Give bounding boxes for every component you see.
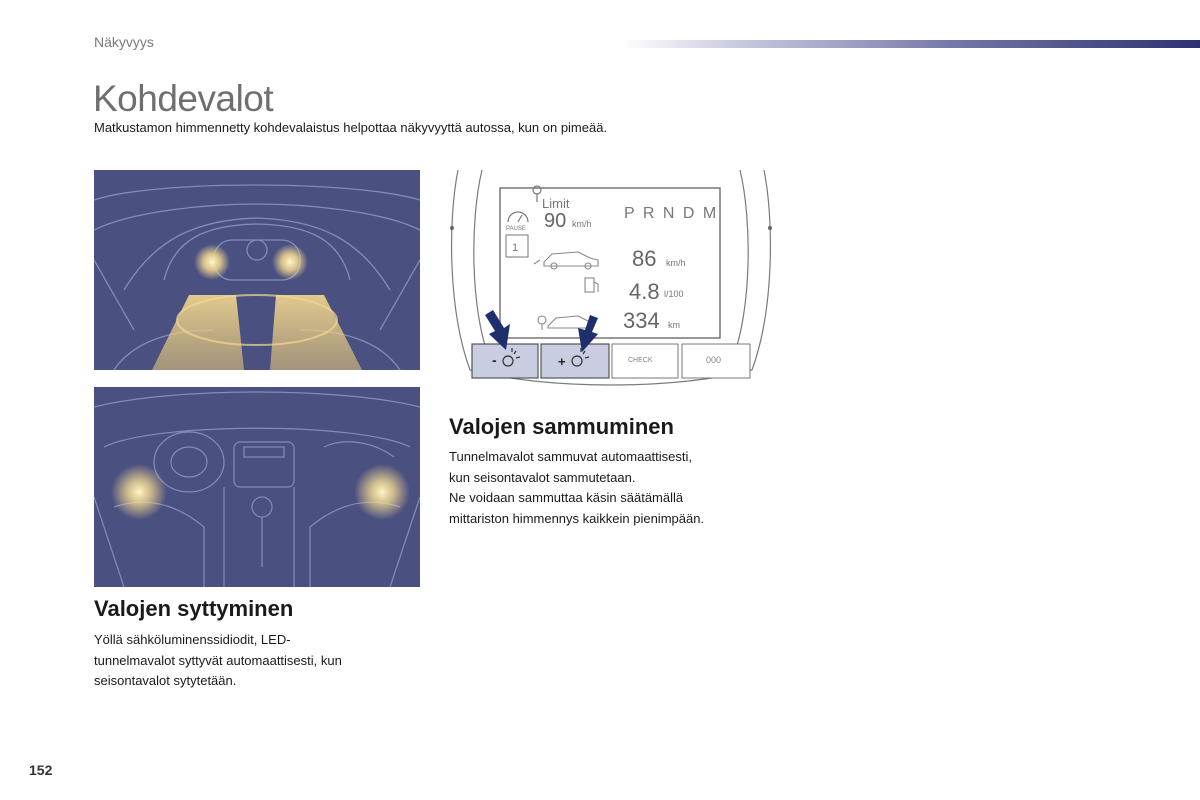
instrument-cluster: [448, 170, 774, 398]
page-intro: Matkustamon himmennetty kohdevalaistus helpottaa näkyvyyttä autossa, kun on pimeää.: [94, 120, 608, 135]
range-unit: km: [668, 320, 680, 330]
speed-value: 86: [632, 246, 657, 271]
text-line: mittariston himmennys kaikkein pienimpään.: [449, 510, 705, 526]
limit-value: 90: [544, 210, 567, 232]
text-line: Ne voidaan sammuttaa käsin säätämällä: [449, 490, 684, 505]
limit-unit: km/h: [572, 219, 592, 229]
text-line: Tunnelmavalot sammuvat automaattisesti,: [449, 449, 693, 464]
section-label: Näkyvyys: [94, 34, 154, 50]
page-number: 152: [29, 762, 53, 778]
text-line: seisontavalot sytytetään.: [94, 673, 237, 688]
pause-label: PAUSE: [506, 226, 526, 232]
text-line: Yöllä sähköluminenssidiodit, LED-: [94, 632, 291, 647]
minus-label: -: [492, 352, 497, 368]
consumption-value: 4.8: [629, 279, 660, 304]
range-value: 334: [623, 308, 660, 333]
check-label: CHECK: [628, 357, 653, 364]
limit-label: Limit: [542, 196, 570, 211]
ceiling-spotlights-illustration: [94, 170, 420, 370]
section-heading-lights-on: Valojen syttyminen: [94, 596, 294, 621]
text-line: tunnelmavalot syttyvät automaattisesti, kun: [94, 652, 342, 668]
gear-indicator: P R N D M: [624, 205, 719, 222]
consumption-unit: l/100: [664, 289, 684, 299]
footwell-lights-illustration: [94, 387, 420, 587]
page-title: Kohdevalot: [93, 78, 274, 119]
plus-label: +: [558, 354, 566, 369]
trip-reset-button[interactable]: [682, 344, 750, 378]
text-line: kun seisontavalot sammutetaan.: [449, 469, 636, 485]
gear-box: 1: [512, 242, 519, 254]
check-button[interactable]: [612, 344, 678, 378]
dim-minus-button[interactable]: [472, 344, 538, 378]
speed-unit: km/h: [666, 258, 686, 268]
section-heading-lights-off: Valojen sammuminen: [449, 414, 674, 439]
dim-plus-button[interactable]: [541, 344, 609, 378]
section-text-lights-off: [449, 447, 769, 529]
section-text-lights-on: [94, 630, 414, 692]
header-gradient-bar: [622, 40, 1200, 48]
odo-label: 000: [706, 355, 722, 365]
